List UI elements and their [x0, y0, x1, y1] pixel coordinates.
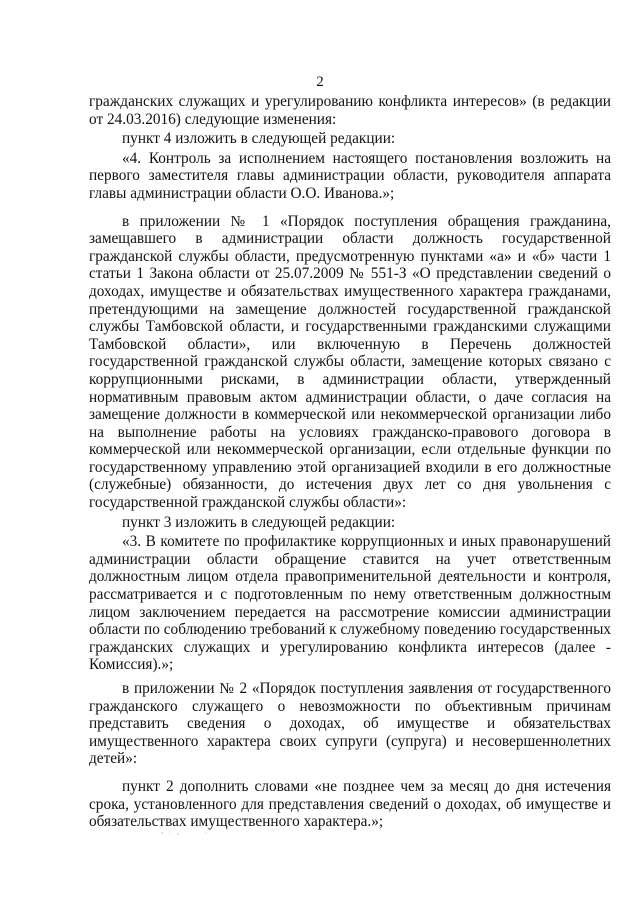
paragraph-continuation: гражданских служащих и урегулированию конфликта интересов» (в редакции от 24.03.2016) следующие изменения: [89, 93, 611, 128]
paragraph-appendix-2: в приложении № 2 «Порядок поступления заявления от государственного гражданского служащего о невозможности по объективным причинам представить сведения о доходах, об имуществе и обязательствах имущественного характера своих супруги (супруга) и несовершеннолетних детей»: [89, 680, 611, 768]
paragraph-point-4-heading: пункт 4 изложить в следующей редакции: [122, 130, 396, 148]
document-body [89, 93, 611, 831]
page-number: 2 [316, 74, 324, 90]
paragraph-point-3-heading: пункт 3 изложить в следующей редакции: [122, 513, 396, 531]
paragraph-point-2-amendment: пункт 2 дополнить словами «не позднее чем за месяц до дня истечения срока, установленного для представления сведений о доходах, об имуществе и обязательствах имущественного характера.»; [89, 777, 611, 831]
paragraph-appendix-1: в приложении № 1 «Порядок поступления обращения гражданина, замещавшего в администрации области должность государственной гражданской службы области, предусмотренную пунктами «а» и «б» части 1 статьи 1 Закона области от 25.07.2009 № 551-З «О представлении сведений о доходах, имуществе и обязательствах имущественного характера гражданами, претендующими на замещение должностей государственной гражданской службы Тамбовской области, и государственными гражданскими служащими Тамбовской области», или включенную в Перечень должностей государственной гражданской службы области, замещение которых связано с коррупционными рисками, в администрации области, утвержденный нормативным правовым актом администрации области, о даче согласия на замещение должности в коммерческой или некоммерческой организации либо на выполнение работы на условиях гражданско-правового договора в коммерческой или некоммерческой организации, если отдельные функции по государственному управлению этой организацией входили в его должностные (служебные) обязанности, до истечения двух лет со дня увольнения с государственной гражданской службы области»: [89, 212, 611, 512]
scan-speckles [158, 828, 218, 838]
paragraph-point-3-text: «3. В комитете по профилактике коррупционных и иных правонарушений администрации области обращение ставится на учет ответственным должностным лицом отдела правоприменительной деятельности и контроля, рассматривается и с подготовленным по нему ответственным должностным лицом заключением передается на рассмотрение комиссии администрации области по соблюдению требований к служебному поведению государственных гражданских служащих и урегулированию конфликта интересов (далее - Комиссия).»; [89, 533, 611, 674]
paragraph-point-4-text: «4. Контроль за исполнением настоящего постановления возложить на первого заместителя главы администрации области, руководителя аппарата главы администрации области О.О. Иванова.»; [89, 149, 611, 202]
